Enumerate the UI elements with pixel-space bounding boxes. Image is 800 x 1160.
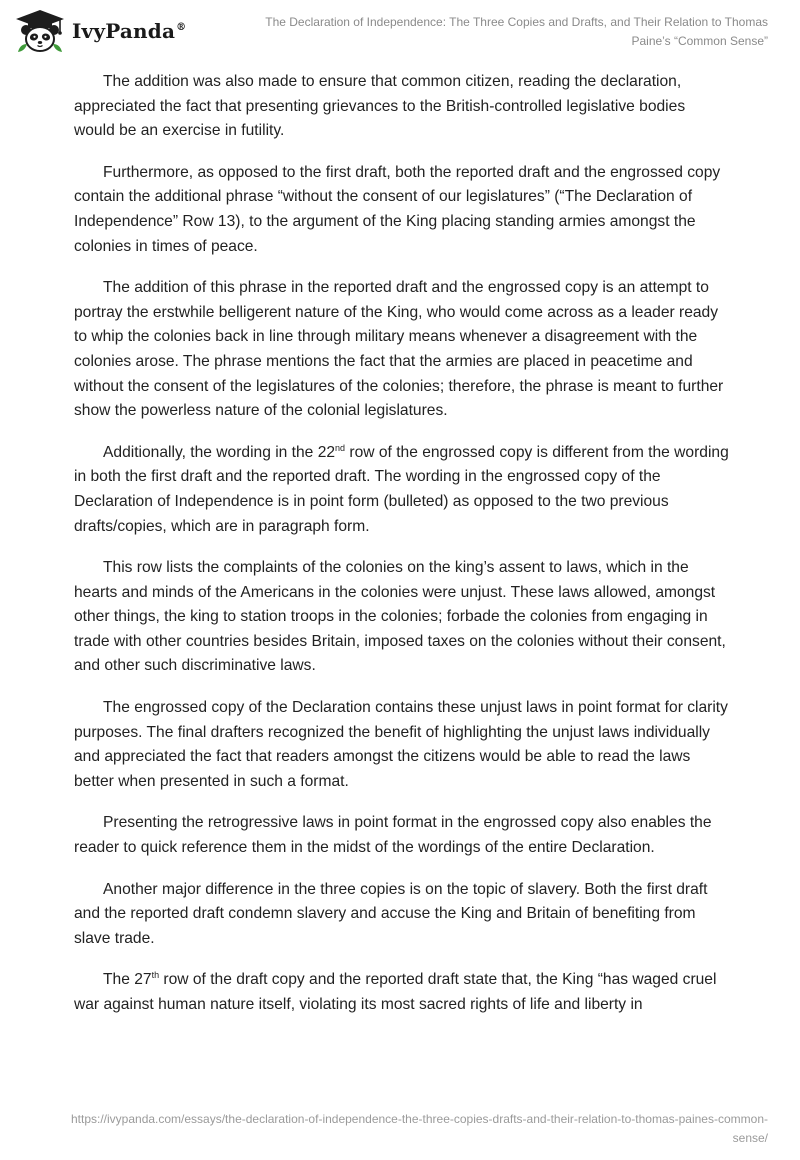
- paragraph: Additionally, the wording in the 22nd row of the engrossed copy is different from the wording in both the first draft and the reported draft. The wording in the engrossed copy of the Declaration of Independence is in point form (bulleted) as opposed to the two previous drafts/copies, which are in paragraph form.: [74, 442, 729, 535]
- source-url[interactable]: [28, 1110, 768, 1148]
- paragraph: Furthermore, as opposed to the first draft, both the reported draft and the engrossed copy contain the additional phrase “without the consent of our legislatures” (“The Declaration of Independence” Row 13), to the argument of the King placing standing armies amongst the colonies in times of peace.: [74, 163, 721, 255]
- essay-body: [74, 70, 730, 1035]
- ordinal-suffix: th: [151, 970, 160, 981]
- ivypanda-logo[interactable]: [14, 8, 186, 54]
- paragraph: The addition was also made to ensure that common citizen, reading the declaration, appreciated the fact that presenting grievances to the British-controlled legislative bodies would be an exercise in futility.: [74, 73, 686, 140]
- source-url-line: https://ivypanda.com/essays/the-declaration-of-independence-the-three-copies-drafts-and-their-relation-to-thomas-paines-common-: [70, 1112, 768, 1126]
- paragraph: The engrossed copy of the Declaration contains these unjust laws in point format for clarity purposes. The final drafters recognized the benefit of highlighting the unjust laws individually and appreciated the fact that readers amongst the citizens would be able to read the laws better when presented in such a format.: [74, 699, 728, 790]
- logo-text: IvyPanda®: [72, 19, 187, 43]
- document-title: [228, 13, 768, 51]
- paragraph: Another major difference in the three copies is on the topic of slavery. Both the first draft and the reported draft condemn slavery and accuse the King and Britain of benefiting from slave trade.: [74, 880, 708, 947]
- ordinal-suffix: nd: [335, 442, 346, 453]
- paragraph: This row lists the complaints of the colonies on the king’s assent to laws, which in the hearts and minds of the Americans in the colonies were unjust. These laws allowed, amongst other things, the king to station troops in the colonies; forbade the colonies from engaging in trade with other countries besides Britain, imposed taxes on the colonies without their consent, and other such discriminative laws.: [74, 559, 726, 675]
- registered-mark: ®: [176, 22, 187, 34]
- paragraph: The 27th row of the draft copy and the reported draft state that, the King “has waged cruel war against human nature itself, violating its most sacred rights of life and liberty in: [74, 970, 717, 1013]
- page-header: [0, 0, 800, 60]
- source-url-line: sense/: [732, 1131, 768, 1145]
- document-title-line: Paine’s “Common Sense”: [631, 34, 768, 48]
- paragraph: Presenting the retrogressive laws in point format in the engrossed copy also enables the reader to quick reference them in the midst of the wordings of the entire Declaration.: [74, 814, 712, 857]
- panda-graduate-icon: [14, 8, 66, 54]
- paragraph: The addition of this phrase in the reported draft and the engrossed copy is an attempt to portray the erstwhile belligerent nature of the King, who would come across as a leader ready to whip the colonies back in line through military means whenever a disagreement with the colonies arose. The phrase mentions the fact that the armies are placed in peacetime and without the consent of the legislatures of the colonies; therefore, the phrase is meant to further show the powerless nature of the colonial legislatures.: [74, 279, 724, 420]
- document-title-line: The Declaration of Independence: The Three Copies and Drafts, and Their Relation to Thomas: [265, 15, 768, 29]
